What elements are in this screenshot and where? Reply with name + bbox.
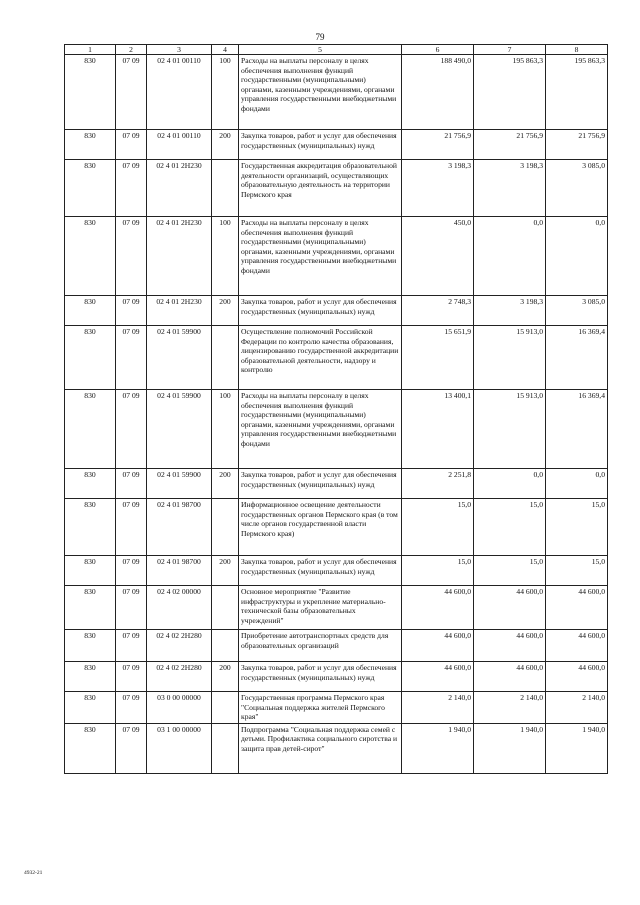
section-code-cell: 07 09 [116, 326, 147, 390]
document-code: 4932-21 [24, 870, 43, 876]
amount-year2-cell: 2 140,0 [474, 692, 546, 723]
expense-type-cell [212, 586, 239, 630]
amount-year3-cell: 21 756,9 [546, 130, 608, 160]
description-cell: Закупка товаров, работ и услуг для обеспечения государственных (муниципальных) нужд [239, 469, 402, 499]
description-cell: Закупка товаров, работ и услуг для обеспечения государственных (муниципальных) нужд [239, 556, 402, 586]
target-article-cell: 02 4 01 2Н230 [147, 217, 212, 296]
target-article-cell: 02 4 01 59900 [147, 326, 212, 390]
header-cell: 2 [116, 45, 147, 55]
amount-year2-cell: 44 600,0 [474, 662, 546, 692]
amount-year1-cell: 44 600,0 [402, 662, 474, 692]
page-number: 79 [315, 32, 325, 42]
description-cell: Закупка товаров, работ и услуг для обеспечения государственных (муниципальных) нужд [239, 662, 402, 692]
target-article-cell: 02 4 01 98700 [147, 499, 212, 556]
admin-code-cell: 830 [65, 469, 116, 499]
amount-year3-cell: 0,0 [546, 469, 608, 499]
description-cell: Основное мероприятие "Развитие инфраструктуры и укрепление материально-технической базы образовательных учреждений" [239, 586, 402, 630]
description-cell: Подпрограмма "Социальная поддержка семей с детьми. Профилактика социального сиротства и защита прав детей-сирот" [239, 723, 402, 773]
amount-year1-cell: 21 756,9 [402, 130, 474, 160]
budget-table [64, 44, 608, 774]
section-code-cell: 07 09 [116, 55, 147, 130]
header-cell: 7 [474, 45, 546, 55]
amount-year1-cell: 2 748,3 [402, 296, 474, 326]
expense-type-cell: 200 [212, 296, 239, 326]
amount-year1-cell: 15,0 [402, 499, 474, 556]
target-article-cell: 02 4 02 2Н280 [147, 630, 212, 662]
expense-type-cell: 200 [212, 469, 239, 499]
table-row [65, 556, 608, 586]
target-article-cell: 02 4 01 59900 [147, 390, 212, 469]
amount-year1-cell: 450,0 [402, 217, 474, 296]
description-cell: Государственная программа Пермского края "Социальная поддержка жителей Пермского края" [239, 692, 402, 723]
admin-code-cell: 830 [65, 692, 116, 723]
amount-year1-cell: 15,0 [402, 556, 474, 586]
target-article-cell: 02 4 01 2Н230 [147, 296, 212, 326]
amount-year2-cell: 15,0 [474, 499, 546, 556]
amount-year3-cell: 44 600,0 [546, 586, 608, 630]
amount-year3-cell: 2 140,0 [546, 692, 608, 723]
table-body [65, 55, 608, 773]
amount-year2-cell: 15,0 [474, 556, 546, 586]
table-row [65, 692, 608, 723]
description-cell: Расходы на выплаты персоналу в целях обеспечения выполнения функций государственными (муниципальными) органами, казенными учреждениями, органами управления государственными внебюджетными фондами [239, 55, 402, 130]
expense-type-cell [212, 723, 239, 773]
admin-code-cell: 830 [65, 296, 116, 326]
amount-year2-cell: 3 198,3 [474, 160, 546, 217]
expense-type-cell: 100 [212, 55, 239, 130]
description-cell: Расходы на выплаты персоналу в целях обеспечения выполнения функций государственными (муниципальными) органами, казенными учреждениями, органами управления государственными внебюджетными фондами [239, 217, 402, 296]
amount-year3-cell: 0,0 [546, 217, 608, 296]
amount-year3-cell: 3 085,0 [546, 160, 608, 217]
amount-year2-cell: 3 198,3 [474, 296, 546, 326]
table-row [65, 630, 608, 662]
header-cell: 5 [239, 45, 402, 55]
amount-year2-cell: 44 600,0 [474, 586, 546, 630]
expense-type-cell: 100 [212, 217, 239, 296]
target-article-cell: 02 4 01 00110 [147, 55, 212, 130]
description-cell: Закупка товаров, работ и услуг для обеспечения государственных (муниципальных) нужд [239, 130, 402, 160]
header-cell: 3 [147, 45, 212, 55]
section-code-cell: 07 09 [116, 296, 147, 326]
admin-code-cell: 830 [65, 217, 116, 296]
amount-year3-cell: 195 863,3 [546, 55, 608, 130]
amount-year1-cell: 188 490,0 [402, 55, 474, 130]
amount-year2-cell: 15 913,0 [474, 390, 546, 469]
table-row [65, 723, 608, 773]
amount-year3-cell: 15,0 [546, 556, 608, 586]
expense-type-cell: 200 [212, 556, 239, 586]
section-code-cell: 07 09 [116, 469, 147, 499]
section-code-cell: 07 09 [116, 723, 147, 773]
expense-type-cell [212, 160, 239, 217]
amount-year3-cell: 44 600,0 [546, 630, 608, 662]
amount-year2-cell: 1 940,0 [474, 723, 546, 773]
expense-type-cell [212, 630, 239, 662]
admin-code-cell: 830 [65, 390, 116, 469]
amount-year2-cell: 44 600,0 [474, 630, 546, 662]
admin-code-cell: 830 [65, 326, 116, 390]
amount-year3-cell: 15,0 [546, 499, 608, 556]
amount-year1-cell: 2 251,8 [402, 469, 474, 499]
table-row [65, 130, 608, 160]
amount-year3-cell: 1 940,0 [546, 723, 608, 773]
amount-year2-cell: 21 756,9 [474, 130, 546, 160]
admin-code-cell: 830 [65, 662, 116, 692]
amount-year3-cell: 3 085,0 [546, 296, 608, 326]
table-row [65, 662, 608, 692]
table-row [65, 390, 608, 469]
header-cell: 1 [65, 45, 116, 55]
target-article-cell: 03 1 00 00000 [147, 723, 212, 773]
header-cell: 8 [546, 45, 608, 55]
header-cell: 4 [212, 45, 239, 55]
target-article-cell: 02 4 01 2Н230 [147, 160, 212, 217]
table-row [65, 586, 608, 630]
amount-year3-cell: 16 369,4 [546, 390, 608, 469]
target-article-cell: 02 4 01 00110 [147, 130, 212, 160]
table-row [65, 217, 608, 296]
amount-year1-cell: 1 940,0 [402, 723, 474, 773]
target-article-cell: 02 4 01 59900 [147, 469, 212, 499]
table-header-row [65, 45, 608, 55]
target-article-cell: 03 0 00 00000 [147, 692, 212, 723]
admin-code-cell: 830 [65, 723, 116, 773]
admin-code-cell: 830 [65, 160, 116, 217]
amount-year2-cell: 0,0 [474, 469, 546, 499]
description-cell: Информационное освещение деятельности государственных органов Пермского края (в том числе органов государственной власти Пермского края) [239, 499, 402, 556]
section-code-cell: 07 09 [116, 217, 147, 296]
amount-year3-cell: 16 369,4 [546, 326, 608, 390]
section-code-cell: 07 09 [116, 499, 147, 556]
section-code-cell: 07 09 [116, 130, 147, 160]
amount-year2-cell: 0,0 [474, 217, 546, 296]
section-code-cell: 07 09 [116, 586, 147, 630]
table-row [65, 296, 608, 326]
amount-year1-cell: 3 198,3 [402, 160, 474, 217]
table-row [65, 499, 608, 556]
amount-year1-cell: 44 600,0 [402, 586, 474, 630]
amount-year1-cell: 44 600,0 [402, 630, 474, 662]
target-article-cell: 02 4 02 00000 [147, 586, 212, 630]
expense-type-cell [212, 692, 239, 723]
table-row [65, 160, 608, 217]
target-article-cell: 02 4 01 98700 [147, 556, 212, 586]
description-cell: Государственная аккредитация образовательной деятельности организаций, осуществляющих образовательную деятельность на территории Пермского края [239, 160, 402, 217]
expense-type-cell: 100 [212, 390, 239, 469]
admin-code-cell: 830 [65, 556, 116, 586]
target-article-cell: 02 4 02 2Н280 [147, 662, 212, 692]
description-cell: Осуществление полномочий Российской Федерации по контролю качества образования, лицензированию государственной аккредитации образовательной деятельности, надзору и контролю [239, 326, 402, 390]
amount-year1-cell: 15 651,9 [402, 326, 474, 390]
table-row [65, 326, 608, 390]
admin-code-cell: 830 [65, 499, 116, 556]
admin-code-cell: 830 [65, 586, 116, 630]
section-code-cell: 07 09 [116, 160, 147, 217]
amount-year2-cell: 195 863,3 [474, 55, 546, 130]
description-cell: Закупка товаров, работ и услуг для обеспечения государственных (муниципальных) нужд [239, 296, 402, 326]
expense-type-cell [212, 326, 239, 390]
amount-year3-cell: 44 600,0 [546, 662, 608, 692]
expense-type-cell [212, 499, 239, 556]
section-code-cell: 07 09 [116, 556, 147, 586]
admin-code-cell: 830 [65, 55, 116, 130]
table-row [65, 469, 608, 499]
expense-type-cell: 200 [212, 662, 239, 692]
amount-year1-cell: 2 140,0 [402, 692, 474, 723]
amount-year2-cell: 15 913,0 [474, 326, 546, 390]
section-code-cell: 07 09 [116, 390, 147, 469]
description-cell: Приобретение автотранспортных средств для образовательных организаций [239, 630, 402, 662]
section-code-cell: 07 09 [116, 692, 147, 723]
description-cell: Расходы на выплаты персоналу в целях обеспечения выполнения функций государственными (муниципальными) органами, казенными учреждениями, органами управления государственными внебюджетными фондами [239, 390, 402, 469]
amount-year1-cell: 13 400,1 [402, 390, 474, 469]
section-code-cell: 07 09 [116, 630, 147, 662]
header-cell: 6 [402, 45, 474, 55]
admin-code-cell: 830 [65, 130, 116, 160]
admin-code-cell: 830 [65, 630, 116, 662]
section-code-cell: 07 09 [116, 662, 147, 692]
expense-type-cell: 200 [212, 130, 239, 160]
table-row [65, 55, 608, 130]
